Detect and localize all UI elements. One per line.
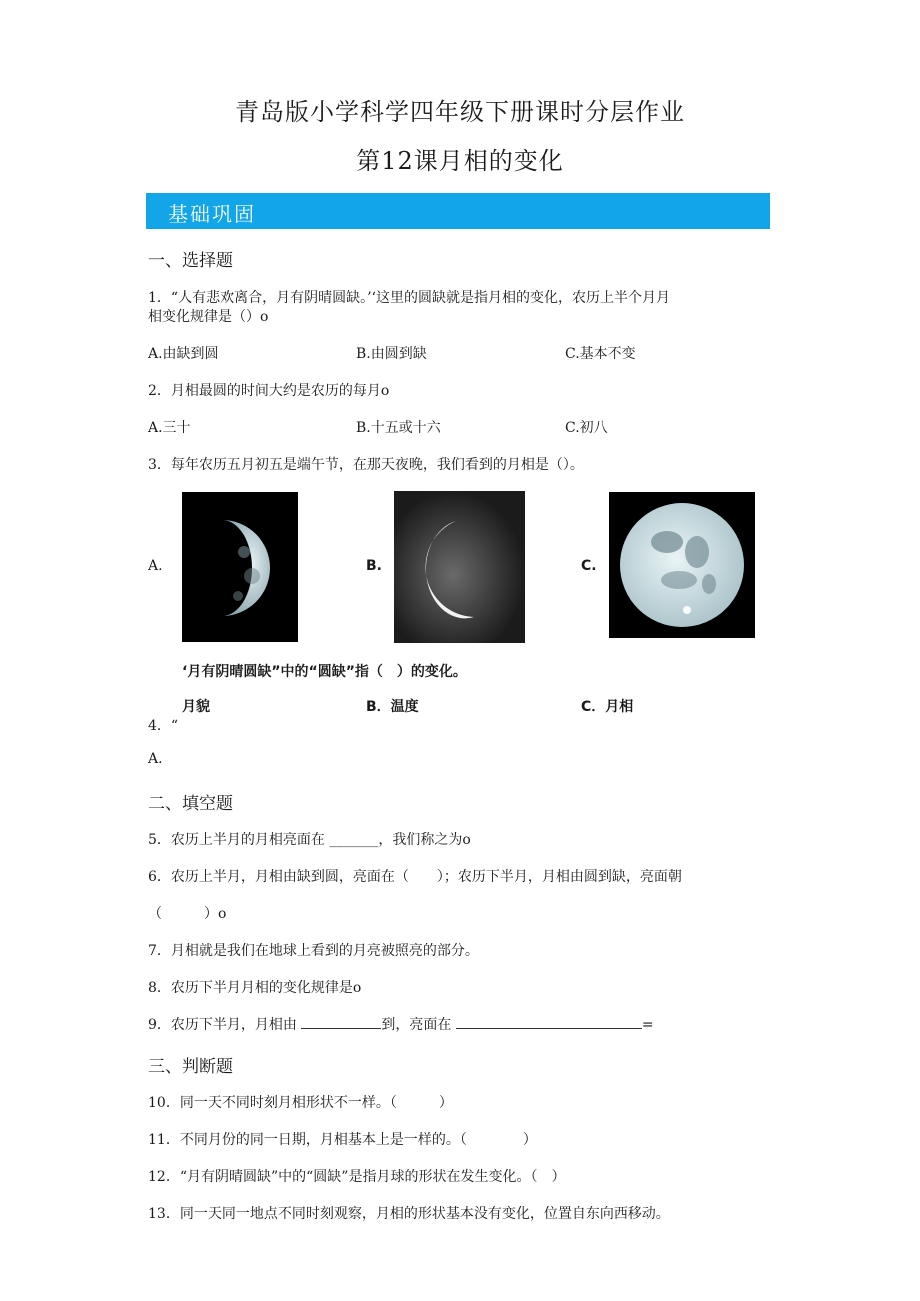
question-13: 13．同一天同一地点不同时刻观察，月相的形状基本没有变化，位置自东向西移动。 (148, 1206, 670, 1222)
banner-label: 基础巩固 (168, 202, 256, 226)
q4-option-a: A. (148, 751, 163, 767)
page-title: 青岛版小学科学四年级下册课时分层作业 (235, 98, 685, 126)
section-banner (146, 193, 770, 229)
q4-embedded-option-a: 月貌 (182, 699, 210, 715)
lesson-subtitle: 第12课月相的变化 (356, 147, 564, 175)
question-10: 10．同一天不同时刻月相形状不一样。（ ） (148, 1095, 453, 1111)
q1-option-a: A.由缺到圆 (148, 346, 219, 362)
q9-blank-2 (456, 1016, 642, 1029)
q3-option-b-label: B. (366, 558, 382, 574)
question-9 (148, 1014, 654, 1034)
section-heading-choice: 一、选择题 (148, 251, 233, 271)
full-moon-photo-icon (609, 492, 755, 638)
q9-part-b: 到，亮面在 (381, 1017, 456, 1033)
question-8: 8．农历下半月月相的变化规律是o (148, 980, 362, 996)
question-1-line1: 1．“人有悲欢离合，月有阴晴圆缺。’‘这里的圆缺就是指月相的变化，农历上半个月月 (148, 290, 670, 306)
q1-option-c: C.基本不变 (565, 346, 636, 362)
question-2: 2．月相最圆的时间大约是农历的每月o (148, 383, 390, 399)
question-12: 12．“月有阴晴圆缺”中的“圆缺”是指月球的形状在发生变化。（ ） (148, 1169, 566, 1185)
q3-option-a-label: A. (148, 558, 163, 574)
q4-embedded-option-c: C．月相 (581, 699, 634, 715)
question-6-line2: （ ）o (148, 906, 227, 922)
crescent-moon-photo-icon (394, 491, 525, 643)
question-1-line2: 相变化规律是（）o (148, 309, 269, 325)
question-11: 11．不同月份的同一日期，月相基本上是一样的。（ ） (148, 1132, 537, 1148)
question-6-line1: 6．农历上半月，月相由缺到圆，亮面在（ ）；农历下半月，月相由圆到缺，亮面朝 (148, 869, 682, 885)
q4-embedded-stem: ‘月有阴晴圆缺”中的“圆缺”指（ ）的变化。 (182, 664, 467, 680)
q2-option-a: A.三十 (148, 420, 191, 436)
q9-blank-1 (301, 1016, 381, 1029)
q3-option-c-label: C. (581, 558, 597, 574)
q9-part-c: = (641, 1017, 654, 1033)
q4-embedded-option-b: B．温度 (366, 699, 419, 715)
q9-part-a: 9．农历下半月，月相由 (148, 1017, 302, 1033)
section-heading-fill: 二、填空题 (148, 794, 233, 814)
question-5: 5．农历上半月的月相亮面在 _______，我们称之为o (148, 832, 471, 848)
section-heading-judge: 三、判断题 (148, 1057, 233, 1077)
question-3: 3．每年农历五月初五是端午节，在那天夜晚，我们看到的月相是（）。 (148, 457, 584, 473)
q1-option-b: B.由圆到缺 (356, 346, 427, 362)
question-7: 7．月相就是我们在地球上看到的月亮被照亮的部分。 (148, 943, 479, 959)
q2-option-b: B.十五或十六 (356, 420, 441, 436)
question-4-number: 4．“ (148, 718, 179, 734)
waxing-moon-photo-icon (182, 492, 298, 642)
q2-option-c: C.初八 (565, 420, 608, 436)
